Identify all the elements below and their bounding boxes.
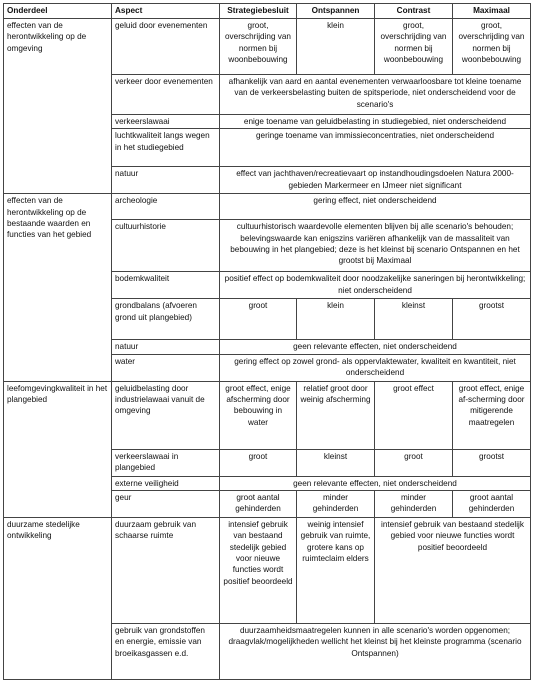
table-row bbox=[4, 194, 531, 220]
value-cell: klein bbox=[297, 19, 375, 75]
value-cell: minder gehinderden bbox=[375, 490, 453, 517]
value-cell: klein bbox=[297, 299, 375, 340]
aspect-cell: geluid door evenementen bbox=[112, 19, 220, 75]
value-cell: weinig intensief gebruik van ruimte, grotere kans op ruimteclaim elders bbox=[297, 517, 375, 623]
merged-value-cell: geen relevante effecten, niet onderscheidend bbox=[220, 476, 531, 490]
merged-value-cell: gering effect op zowel grond- als oppervlaktewater, kwaliteit en kwantiteit, niet onderscheidend bbox=[220, 354, 531, 381]
aspect-cell: natuur bbox=[112, 340, 220, 354]
header-aspect: Aspect bbox=[112, 4, 220, 19]
value-cell: grootst bbox=[453, 449, 531, 476]
aspect-cell: natuur bbox=[112, 167, 220, 194]
value-cell: groot bbox=[220, 449, 297, 476]
value-cell: groot, overschrijding van normen bij woonbebouwing bbox=[453, 19, 531, 75]
aspect-cell: verkeerslawaai bbox=[112, 115, 220, 129]
aspect-cell: gebruik van grondstoffen en energie, emissie van broeikasgassen e.d. bbox=[112, 623, 220, 679]
value-cell: kleinst bbox=[297, 449, 375, 476]
aspect-cell: archeologie bbox=[112, 194, 220, 220]
value-cell: groot, overschrijding van normen bij woonbebouwing bbox=[375, 19, 453, 75]
value-cell: groot, overschrijding van normen bij woonbebouwing bbox=[220, 19, 297, 75]
value-cell: minder gehinderden bbox=[297, 490, 375, 517]
value-cell: groot aantal gehinderden bbox=[220, 490, 297, 517]
aspect-cell: duurzaam gebruik van schaarse ruimte bbox=[112, 517, 220, 623]
merged-value-cell: positief effect op bodemkwaliteit door noodzakelijke saneringen bij herontwikkeling; niet onderscheidend bbox=[220, 272, 531, 299]
merged-value-cell: gering effect, niet onderscheidend bbox=[220, 194, 531, 220]
section-title: effecten van de herontwikkeling op de bestaande waarden en functies van het gebied bbox=[4, 194, 112, 381]
value-cell: groot bbox=[220, 299, 297, 340]
table-row bbox=[4, 381, 531, 449]
header-contrast: Contrast bbox=[375, 4, 453, 19]
aspect-cell: grondbalans (afvoeren grond uit plangebied) bbox=[112, 299, 220, 340]
merged-value-cell: effect van jachthaven/recreatievaart op instandhoudingsdoelen Natura 2000-gebieden Markermeer en IJmeer niet significant bbox=[220, 167, 531, 194]
value-cell: groot bbox=[375, 449, 453, 476]
value-cell: intensief gebruik van bestaand stedelijk gebied voor nieuwe functies wordt positief beoordeeld bbox=[220, 517, 297, 623]
header-row bbox=[4, 4, 531, 19]
header-ontspannen: Ontspannen bbox=[297, 4, 375, 19]
merged-value-cell: afhankelijk van aard en aantal evenementen verwaarloosbare tot kleine toename van de verkeersbelasting buiten de spitsperiode, niet onderscheidend voor de scenario's bbox=[220, 75, 531, 115]
section-title: leefomgevingkwaliteit in het plangebied bbox=[4, 381, 112, 517]
aspect-cell: luchtkwaliteit langs wegen in het studiegebied bbox=[112, 129, 220, 167]
merged-value-cell: cultuurhistorisch waardevolle elementen blijven bij alle scenario's behouden; belevingswaarde kan enigszins variëren afhankelijk van de massaliteit van bebouwing in het plangebied; deze is het kleinst bij scenario Ontspannen en het grootst bij Maximaal bbox=[220, 220, 531, 272]
merged-value-cell: duurzaamheidsmaatregelen kunnen in alle scenario's worden opgenomen; draagvlak/mogelijkheden wellicht het kleinst bij het kleinste programma (scenario Ontspannen) bbox=[220, 623, 531, 679]
section-title: duurzame stedelijke ontwikkeling bbox=[4, 517, 112, 679]
value-cell: groot effect bbox=[375, 381, 453, 449]
table-row bbox=[4, 517, 531, 623]
merged-value-cell: geringe toename van immissieconcentraties, niet onderscheidend bbox=[220, 129, 531, 167]
aspect-cell: verkeerslawaai in plangebied bbox=[112, 449, 220, 476]
value-cell: groot effect, enige af-scherming door mitigerende maatregelen bbox=[453, 381, 531, 449]
header-maximaal: Maximaal bbox=[453, 4, 531, 19]
table-row bbox=[4, 19, 531, 75]
value-cell: kleinst bbox=[375, 299, 453, 340]
value-cell: groot aantal gehinderden bbox=[453, 490, 531, 517]
value-cell: grootst bbox=[453, 299, 531, 340]
value-cell: relatief groot door weinig afscherming bbox=[297, 381, 375, 449]
aspect-cell: water bbox=[112, 354, 220, 381]
aspect-cell: bodemkwaliteit bbox=[112, 272, 220, 299]
effects-table bbox=[3, 3, 531, 680]
aspect-cell: verkeer door evenementen bbox=[112, 75, 220, 115]
header-onderdeel: Onderdeel bbox=[4, 4, 112, 19]
merged-value-cell: enige toename van geluidbelasting in studiegebied, niet onderscheidend bbox=[220, 115, 531, 129]
value-cell: groot effect, enige afscherming door bebouwing in water bbox=[220, 381, 297, 449]
section-title: effecten van de herontwikkeling op de omgeving bbox=[4, 19, 112, 194]
aspect-cell: cultuurhistorie bbox=[112, 220, 220, 272]
aspect-cell: externe veiligheid bbox=[112, 476, 220, 490]
aspect-cell: geur bbox=[112, 490, 220, 517]
header-strategiebesluit: Strategiebesluit bbox=[220, 4, 297, 19]
merged-value-cell: geen relevante effecten, niet onderscheidend bbox=[220, 340, 531, 354]
merged-value-cell: intensief gebruik van bestaand stedelijk gebied voor nieuwe functies wordt positief beoordeeld bbox=[375, 517, 531, 623]
aspect-cell: geluidbelasting door industrielawaai vanuit de omgeving bbox=[112, 381, 220, 449]
